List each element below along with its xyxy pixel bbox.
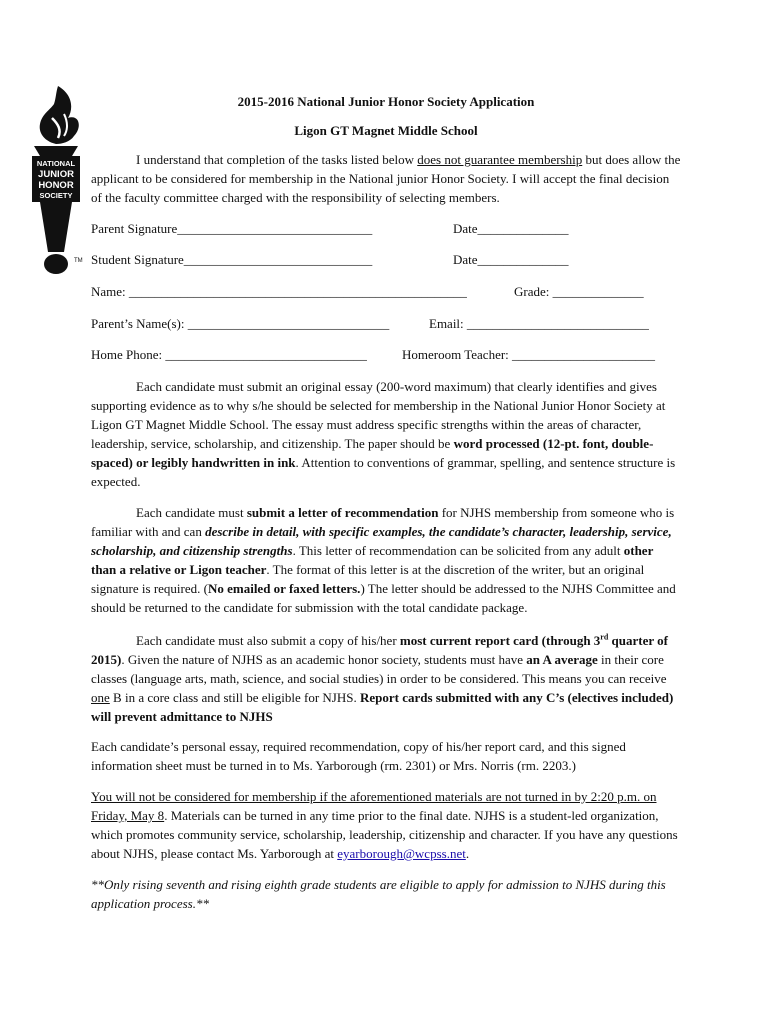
grade-field[interactable]: Grade: ______________ (514, 284, 644, 299)
submission-paragraph: Each candidate’s personal essay, required recommendation, copy of his/her report card, and this signed information sheet must be turned in to Ms. Yarborough (rm. 2301) or Mrs. Norris (rm. 2203.) (91, 739, 626, 773)
parents-name-field[interactable]: Parent’s Name(s): _______________________________ (91, 316, 390, 331)
rc-text-3: in their core classes (language arts, math, science, and social studies) in order to be considered. This means you can receive (91, 652, 667, 686)
homeroom-teacher-field[interactable]: Homeroom Teacher: ______________________ (402, 347, 656, 362)
logo-line-4: SOCIETY (39, 191, 73, 200)
student-date-field[interactable]: Date______________ (453, 252, 569, 267)
essay-text-2: . Attention to conventions of grammar, spelling, and sentence structure is expected. (91, 455, 676, 489)
rec-text-3: . This letter of recommendation can be solicited from any adult (292, 543, 624, 558)
rc-text-4: B in a core class and still be eligible for NJHS. (109, 690, 360, 705)
rec-bold-italic: describe in detail, with specific examples, the candidate’s character, leadership, service, scholarship, and citizenship strengths (91, 524, 672, 558)
rc-bold-1: most current report card (through 3 (399, 633, 601, 648)
njhs-torch-logo (28, 84, 84, 280)
rc-bold-2: quarter of 2015) (91, 633, 668, 667)
intro-underlined: does not guarantee membership (417, 152, 583, 167)
rc-underlined: one (91, 690, 110, 705)
parent-signature-row (91, 219, 681, 238)
essay-text-1: Each candidate must submit an original essay (200-word maximum) that clearly identifies and gives supporting evidence as to why s/he should be selected for membership in the National Junior Honor Society at Ligon GT Magnet Middle School. The essay must address specific strengths within the areas of character, leadership, service, scholarship, and citizenship. The paper should be (91, 379, 666, 451)
student-signature-field[interactable]: Student Signature_____________________________ (91, 252, 373, 267)
rec-text-4: . The format of this letter is at the discretion of the writer, but an original signature is required. ( (91, 562, 645, 596)
rc-bold-3: an A average (526, 652, 598, 667)
parent-signature-field[interactable]: Parent Signature______________________________ (91, 221, 373, 236)
recommendation-paragraph (91, 503, 681, 617)
rc-text-1: Each candidate must also submit a copy of his/her (136, 633, 400, 648)
rec-text-5: ) The letter should be addressed to the NJHS Committee and should be returned to the candidate for submission with the total candidate package. (91, 581, 676, 615)
rec-text-1: Each candidate must (136, 505, 247, 520)
deadline-paragraph (91, 787, 681, 863)
deadline-underlined: You will not be considered for membership if the aforementioned materials are not turned in by 2:20 p.m. on Friday, May 8 (91, 789, 657, 823)
rec-text-2: for NJHS membership from someone who is familiar with and can (91, 505, 675, 539)
intro-text-2: but does allow the applicant to be considered for membership in the National junior Honor Society. I will accept the final decision of the faculty committee charged with the responsibility of selecting members. (91, 152, 681, 205)
trademark-mark: TM (74, 258, 83, 264)
rec-bold-2: other than a relative or Ligon teacher (91, 543, 654, 577)
essay-paragraph (91, 377, 681, 491)
rec-bold-3: No emailed or faxed letters. (207, 581, 361, 596)
logo-line-2: JUNIOR (38, 169, 74, 180)
phone-row (91, 345, 681, 364)
parents-row (91, 314, 681, 333)
parent-date-field[interactable]: Date______________ (453, 221, 569, 236)
rc-superscript: rd (600, 632, 609, 642)
contact-email-link[interactable]: eyarborough@wcpss.net (337, 846, 466, 861)
intro-paragraph (91, 150, 681, 207)
document-body (91, 92, 681, 913)
logo-line-1: NATIONAL (36, 159, 76, 168)
page-title: 2015-2016 National Junior Honor Society Application (237, 94, 535, 109)
deadline-text: . Materials can be turned in any time prior to the final date. NJHS is a student-led organization, which promotes community service, scholarship, leadership, citizenship and character. If you have any questions about NJHS, please contact Ms. Yarborough at (91, 808, 678, 861)
home-phone-field[interactable]: Home Phone: _______________________________ (91, 347, 367, 362)
rc-bold-4: Report cards submitted with any C’s (electives included) will prevent admittance to NJHS (91, 690, 674, 724)
report-card-paragraph (91, 631, 681, 726)
rc-text-2: . Given the nature of NJHS as an academic honor society, students must have (121, 652, 527, 667)
intro-text-1: I understand that completion of the tasks listed below (136, 152, 418, 167)
deadline-end: . (465, 846, 470, 861)
name-row (91, 282, 681, 301)
logo-line-3: HONOR (38, 180, 74, 191)
email-field[interactable]: Email: ____________________________ (429, 316, 649, 331)
name-field[interactable]: Name: ____________________________________________________ (91, 284, 467, 299)
school-name: Ligon GT Magnet Middle School (294, 123, 478, 138)
essay-bold: word processed (12-pt. font, double-spaced) or legibly handwritten in ink (91, 436, 654, 470)
eligibility-note: **Only rising seventh and rising eighth grade students are eligible to apply for admission to NJHS during this application process.** (91, 877, 666, 911)
rec-bold-1: submit a letter of recommendation (246, 505, 439, 520)
student-signature-row (91, 250, 681, 269)
